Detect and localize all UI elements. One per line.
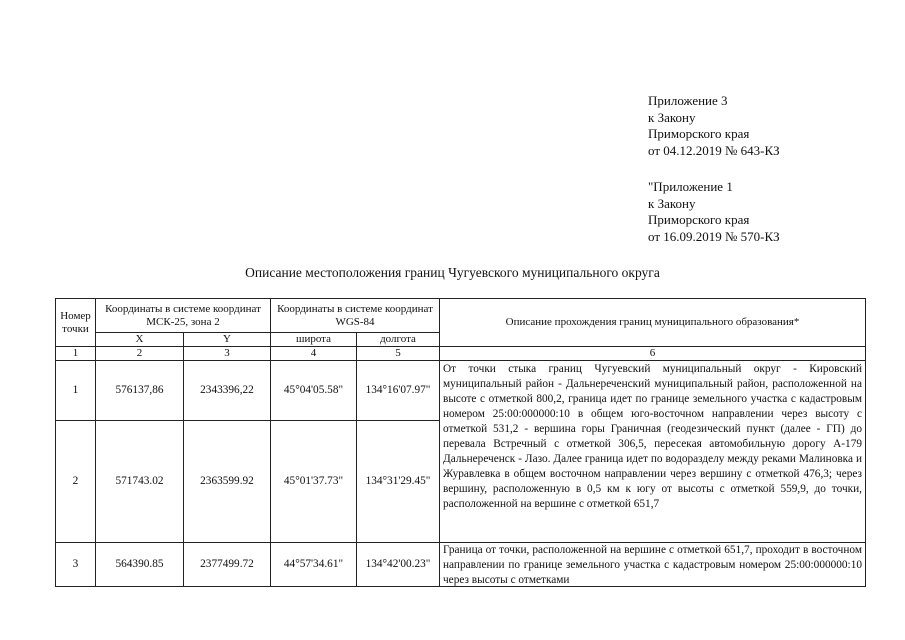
column-number: 1 — [56, 347, 96, 361]
header-msk-coordinates: Координаты в системе координат МСК-25, зона 2 — [96, 299, 271, 333]
appendix-line: к Закону — [648, 195, 696, 211]
column-number: 3 — [184, 347, 271, 361]
coord-x: 564390.85 — [96, 543, 184, 587]
appendix-line: от 16.09.2019 № 570-КЗ — [648, 228, 780, 244]
appendix-header-current — [648, 93, 780, 159]
point-number: 3 — [56, 543, 96, 587]
column-number: 5 — [357, 347, 440, 361]
column-number: 4 — [271, 347, 357, 361]
appendix-line: к Закону — [648, 109, 696, 125]
header-wgs-coordinates: Координаты в системе координат WGS-84 — [271, 299, 440, 333]
appendix-line: от 04.12.2019 № 643-КЗ — [648, 142, 780, 158]
boundary-table — [55, 298, 866, 587]
appendix-line: Приложение 3 — [648, 93, 728, 108]
document-title: Описание местоположения границ Чугуевского муниципального округа — [245, 265, 660, 280]
coord-y: 2363599.92 — [184, 421, 271, 543]
header-y: Y — [184, 333, 271, 347]
coord-longitude: 134°31'29.45" — [357, 421, 440, 543]
coord-longitude: 134°16'07.97" — [357, 361, 440, 421]
appendix-line: Приморского края — [648, 126, 750, 141]
boundary-description-cell — [440, 543, 866, 587]
table-row — [56, 361, 866, 421]
boundary-description: От точки стыка границ Чугуевский муниципальный округ - Кировский муниципальный район - Дальнереченский муниципальный район, расположенной на высоте с отметкой 800,2, граница идет по границе земельного участка с кадастровым номером 25:00:000000:10 в общем юго-восточном направлении через высоту с отметкой 531,2 - вершина горы Граничная (геодезический пункт (далее - ГП) до перевала Встречный с отметкой 306,5, пересекая автомобильную дорогу А-179 Дальнереченск - Лазо. Далее граница идет по водоразделу между реками Малиновка и Журавлевка в общем восточном направлении через вершину с отметкой 476,3; через вершину, расположенную в 0,5 км к югу от высоты с отметкой 559,9, до точки, расположенной на вершине с отметкой 651,7 — [440, 361, 866, 543]
point-number: 1 — [56, 361, 96, 421]
appendix-line: "Приложение 1 — [648, 179, 733, 194]
header-longitude: долгота — [357, 333, 440, 347]
coord-latitude: 45°04'05.58" — [271, 361, 357, 421]
appendix-header-original — [648, 179, 780, 245]
coord-latitude: 45°01'37.73" — [271, 421, 357, 543]
column-number: 6 — [440, 347, 866, 361]
coord-longitude: 134°42'00.23" — [357, 543, 440, 587]
coord-latitude: 44°57'34.61" — [271, 543, 357, 587]
header-description: Описание прохождения границ муниципального образования* — [440, 299, 866, 347]
coord-y: 2377499.72 — [184, 543, 271, 587]
coord-x: 571743.02 — [96, 421, 184, 543]
header-x: X — [96, 333, 184, 347]
table-row — [56, 543, 866, 563]
column-number-row — [56, 347, 866, 361]
header-point-number: Номер точки — [56, 299, 96, 347]
boundary-description: Граница от точки, расположенной на вершине с отметкой 651,7, проходит в восточном направлении по границе земельного участка с кадастровым номером 25:00:000000:10 через высоты с отметками — [443, 544, 862, 586]
header-latitude: широта — [271, 333, 357, 347]
table-header-row — [56, 299, 866, 333]
appendix-line: Приморского края — [648, 212, 750, 227]
point-number: 2 — [56, 421, 96, 543]
coord-x: 576137,86 — [96, 361, 184, 421]
column-number: 2 — [96, 347, 184, 361]
coord-y: 2343396,22 — [184, 361, 271, 421]
